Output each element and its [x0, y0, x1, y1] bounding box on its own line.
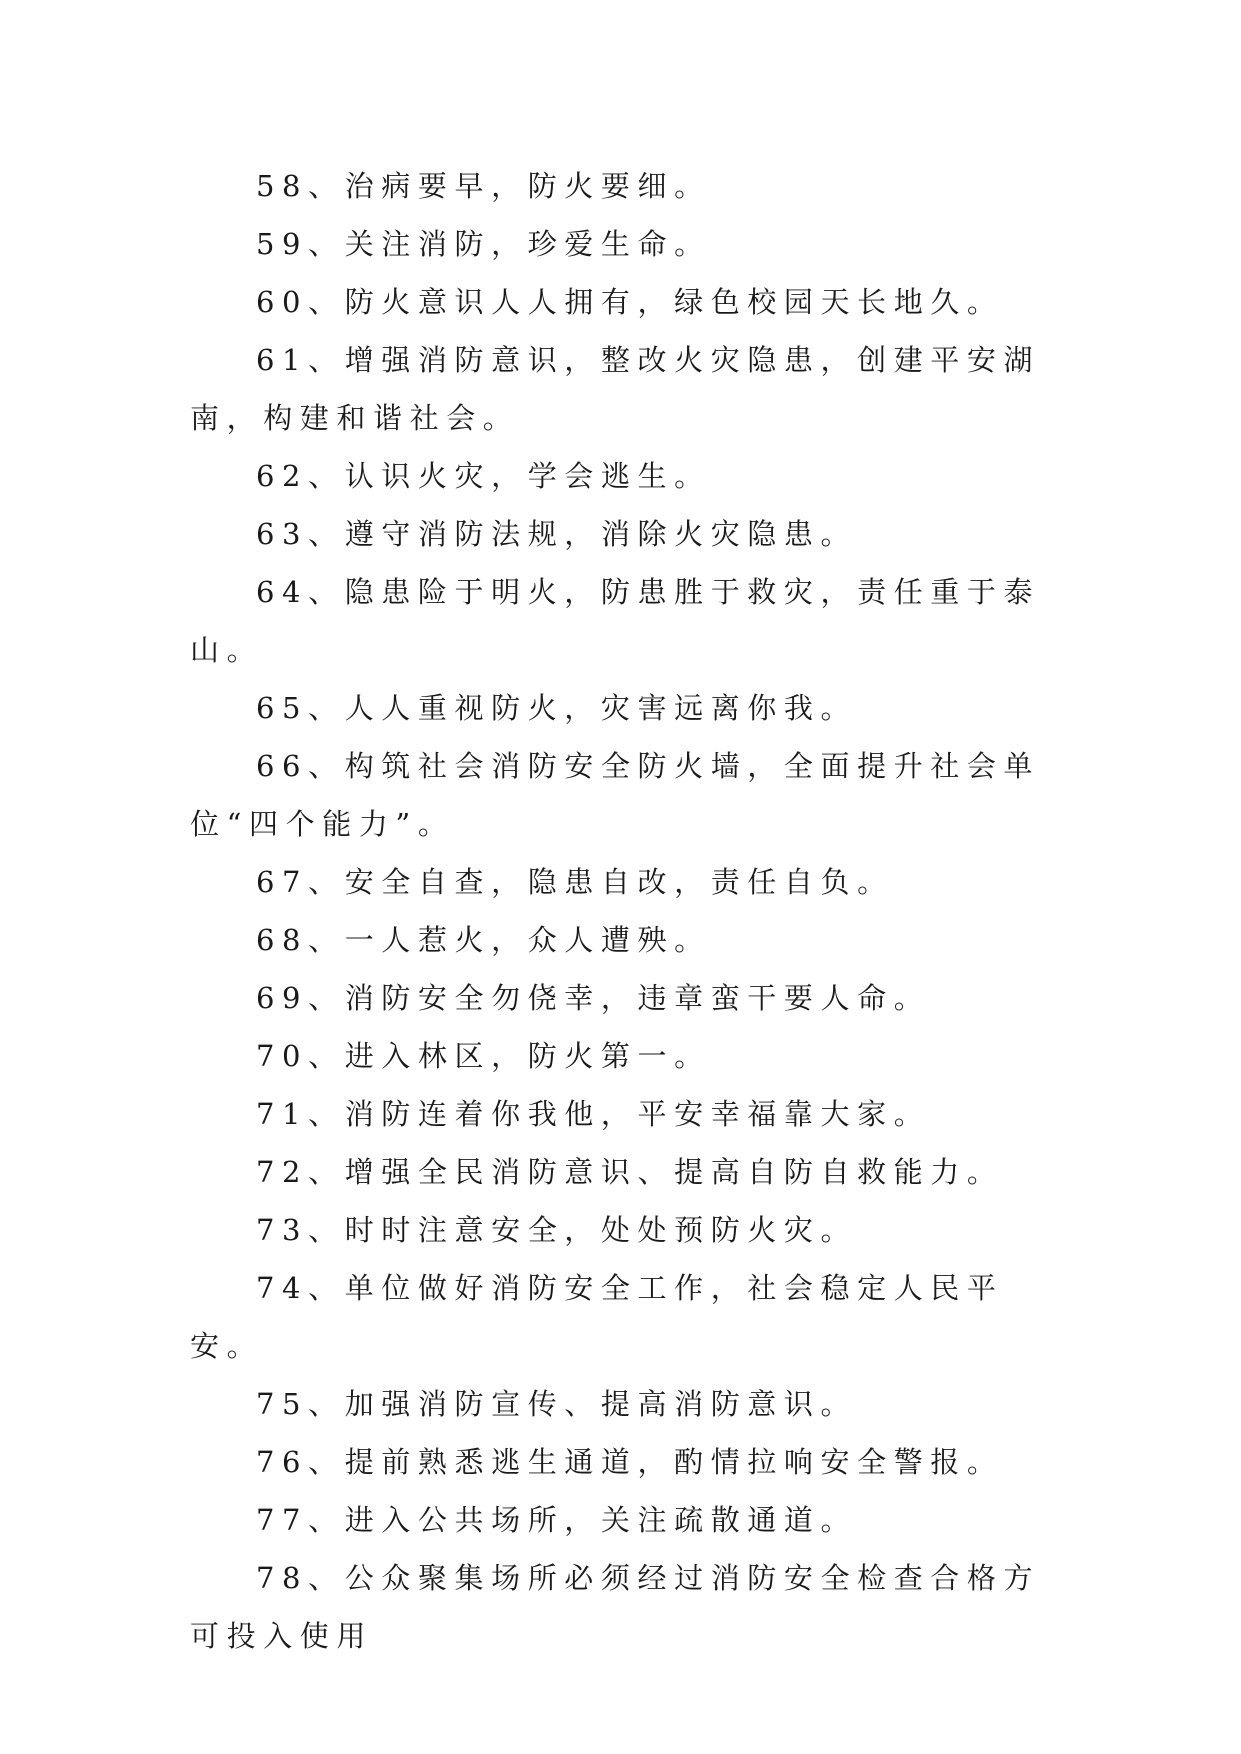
list-item: 60、防火意识人人拥有，绿色校园天长地久。 — [256, 285, 1004, 319]
list-item: 59、关注消防，珍爱生命。 — [256, 227, 711, 261]
list-item: 76、提前熟悉逃生通道，酌情拉响安全警报。 — [256, 1445, 1004, 1479]
list-item: 78、公众聚集场所必须经过消防安全检查合格方可投入使用 — [190, 1561, 1041, 1653]
list-item: 75、加强消防宣传、提高消防意识。 — [256, 1387, 858, 1421]
list-item: 61、增强消防意识，整改火灾隐患，创建平安湖南，构建和谐社会。 — [190, 343, 1041, 435]
list-item: 68、一人惹火，众人遭殃。 — [256, 923, 711, 957]
list-item: 58、治病要早，防火要细。 — [256, 169, 711, 203]
list-item: 66、构筑社会消防安全防火墙，全面提升社会单位“四个能力”。 — [190, 749, 1041, 841]
list-item: 67、安全自查，隐患自改，责任自负。 — [256, 865, 894, 899]
list-item: 71、消防连着你我他，平安幸福靠大家。 — [256, 1097, 931, 1131]
document-body — [190, 157, 1050, 1665]
list-item: 77、进入公共场所，关注疏散通道。 — [256, 1503, 858, 1537]
list-item: 73、时时注意安全，处处预防火灾。 — [256, 1213, 858, 1247]
list-item: 64、隐患险于明火，防患胜于救灾，责任重于泰山。 — [190, 575, 1041, 667]
list-item: 74、单位做好消防安全工作，社会稳定人民平安。 — [190, 1271, 1004, 1363]
list-item: 62、认识火灾，学会逃生。 — [256, 459, 711, 493]
list-item: 65、人人重视防火，灾害远离你我。 — [256, 691, 858, 725]
list-item: 70、进入林区，防火第一。 — [256, 1039, 711, 1073]
list-item: 69、消防安全勿侥幸，违章蛮干要人命。 — [256, 981, 931, 1015]
list-item: 63、遵守消防法规，消除火灾隐患。 — [256, 517, 858, 551]
list-item: 72、增强全民消防意识、提高自防自救能力。 — [256, 1155, 1004, 1189]
